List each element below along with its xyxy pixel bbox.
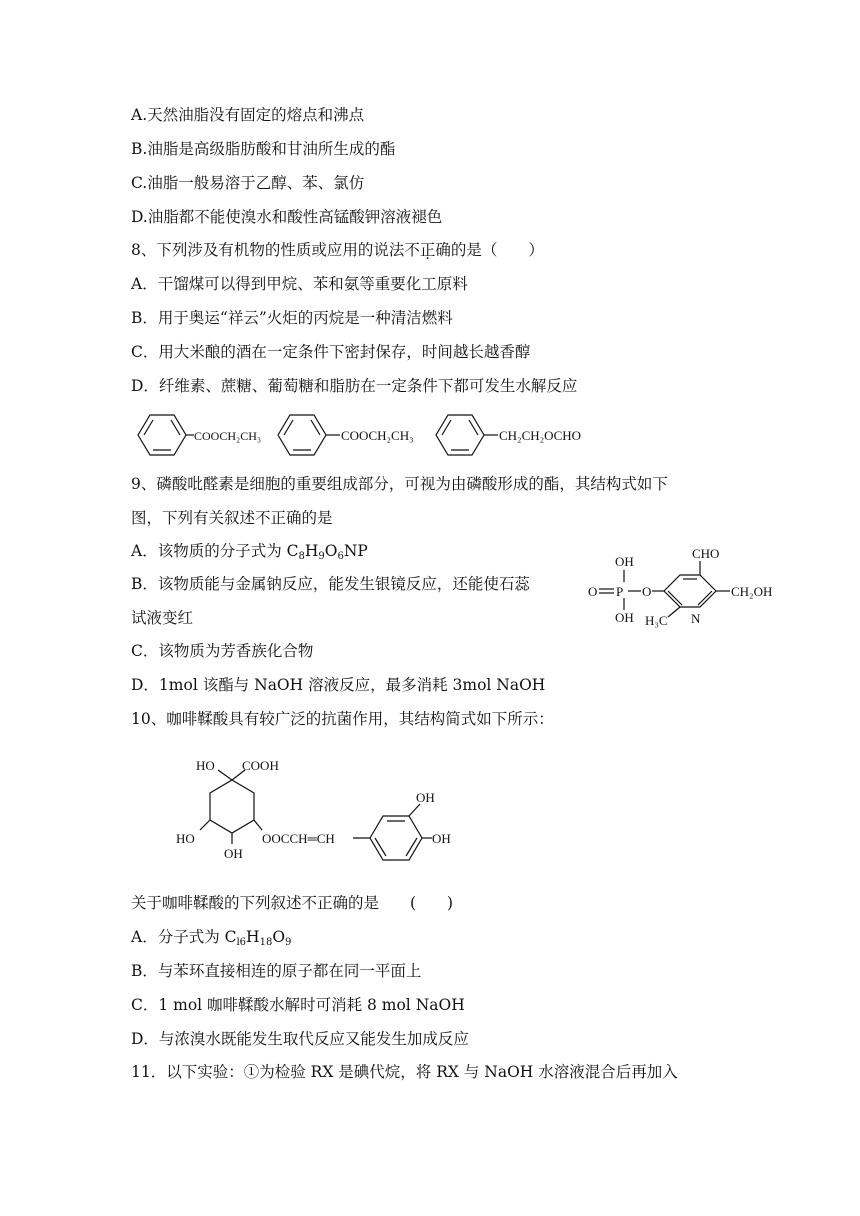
svg-text:HO: HO	[196, 758, 215, 773]
svg-text:HO: HO	[176, 831, 195, 846]
benzene-ring-2	[278, 415, 414, 455]
benzene-ring-1	[138, 415, 261, 455]
svg-text:OH: OH	[224, 846, 243, 861]
svg-text:CH₂OH: CH₂OH	[731, 584, 773, 599]
substituent-1: COOCH₂CH₃	[194, 429, 262, 443]
benzene-structures-row	[130, 410, 610, 460]
svg-text:OH: OH	[615, 610, 634, 625]
svg-text:OH: OH	[416, 790, 435, 805]
benzene-ring-3	[436, 415, 581, 455]
q9-option-c: C．该物质为芳香族化合物	[131, 642, 314, 660]
q8-stem: 8、下列涉及有机物的性质或应用的说法不正确的是（ ）	[131, 241, 544, 259]
svg-text:OOCCH═CH: OOCCH═CH	[262, 831, 335, 846]
substituent-3: CH₂CH₂OCHO	[499, 428, 582, 443]
q7-option-d: D.油脂都不能使溴水和酸性高锰酸钾溶液褪色	[131, 208, 443, 226]
q10-prompt: 关于咖啡鞣酸的下列叙述不正确的是 ( )	[131, 894, 454, 912]
q9-stem-line2: 图，下列有关叙述不正确的是	[131, 509, 333, 527]
chlorogenic-acid-structure	[170, 752, 470, 867]
svg-text:COOH: COOH	[242, 758, 279, 773]
q10-option-a: A．分子式为 $C_{l6}H_{18}O_9$	[131, 928, 292, 948]
q8-emphasis: 不正确	[404, 241, 451, 259]
q10-option-c: C．1 mol 咖啡鞣酸水解时可消耗 8 mol NaOH	[131, 996, 465, 1014]
svg-text:N: N	[691, 611, 701, 626]
q7-option-c: C.油脂一般易溶于乙醇、苯、氯仿	[131, 174, 365, 192]
q9-option-b-line1: B．该物质能与金属钠反应，能发生银镜反应，还能使石蕊	[131, 575, 530, 593]
q9-stem-line1: 9、磷酸吡醛素是细胞的重要组成部分，可视为由磷酸形成的酯，其结构式如下	[131, 475, 668, 493]
q9-option-b-line2: 试液变红	[131, 609, 194, 627]
pyridoxal-phosphate-structure	[588, 544, 793, 634]
q9-option-a: A．该物质的分子式为 $C_8H_9O_6NP$	[131, 542, 368, 562]
q7-option-b: B.油脂是高级脂肪酸和甘油所生成的酯	[131, 140, 396, 158]
q10-option-d: D．与浓溴水既能发生取代反应又能发生加成反应	[131, 1030, 469, 1048]
svg-text:O: O	[642, 584, 652, 599]
q7-option-a: A.天然油脂没有固定的熔点和沸点	[131, 106, 365, 124]
q8-option-c: C．用大米酿的酒在一定条件下密封保存，时间越长越香醇	[131, 343, 531, 361]
svg-text:OH: OH	[432, 831, 451, 846]
svg-text:O: O	[588, 584, 598, 599]
q9-option-d: D．1mol 该酯与 NaOH 溶液反应，最多消耗 3mol NaOH	[131, 676, 546, 694]
q8-option-a: A．干馏煤可以得到甲烷、苯和氨等重要化工原料	[131, 275, 468, 293]
svg-text:H₃C: H₃C	[645, 613, 668, 628]
q10-stem: 10、咖啡鞣酸具有较广泛的抗菌作用，其结构简式如下所示：	[131, 710, 554, 728]
q8-option-b: B．用于奥运“祥云”火炬的丙烷是一种清洁燃料	[131, 309, 453, 327]
svg-text:P: P	[616, 584, 624, 599]
q8-option-d: D．纤维素、蔗糖、葡萄糖和脂肪在一定条件下都可发生水解反应	[131, 377, 578, 395]
q10-option-b: B．与苯环直接相连的原子都在同一平面上	[131, 962, 422, 980]
svg-text:OH: OH	[615, 554, 634, 569]
q11-stem: 11．以下实验：①为检验 RX 是碘代烷，将 RX 与 NaOH 水溶液混合后再加入	[131, 1063, 678, 1081]
substituent-2: COOCH₂CH₃	[341, 428, 414, 443]
svg-text:CHO: CHO	[692, 546, 720, 561]
